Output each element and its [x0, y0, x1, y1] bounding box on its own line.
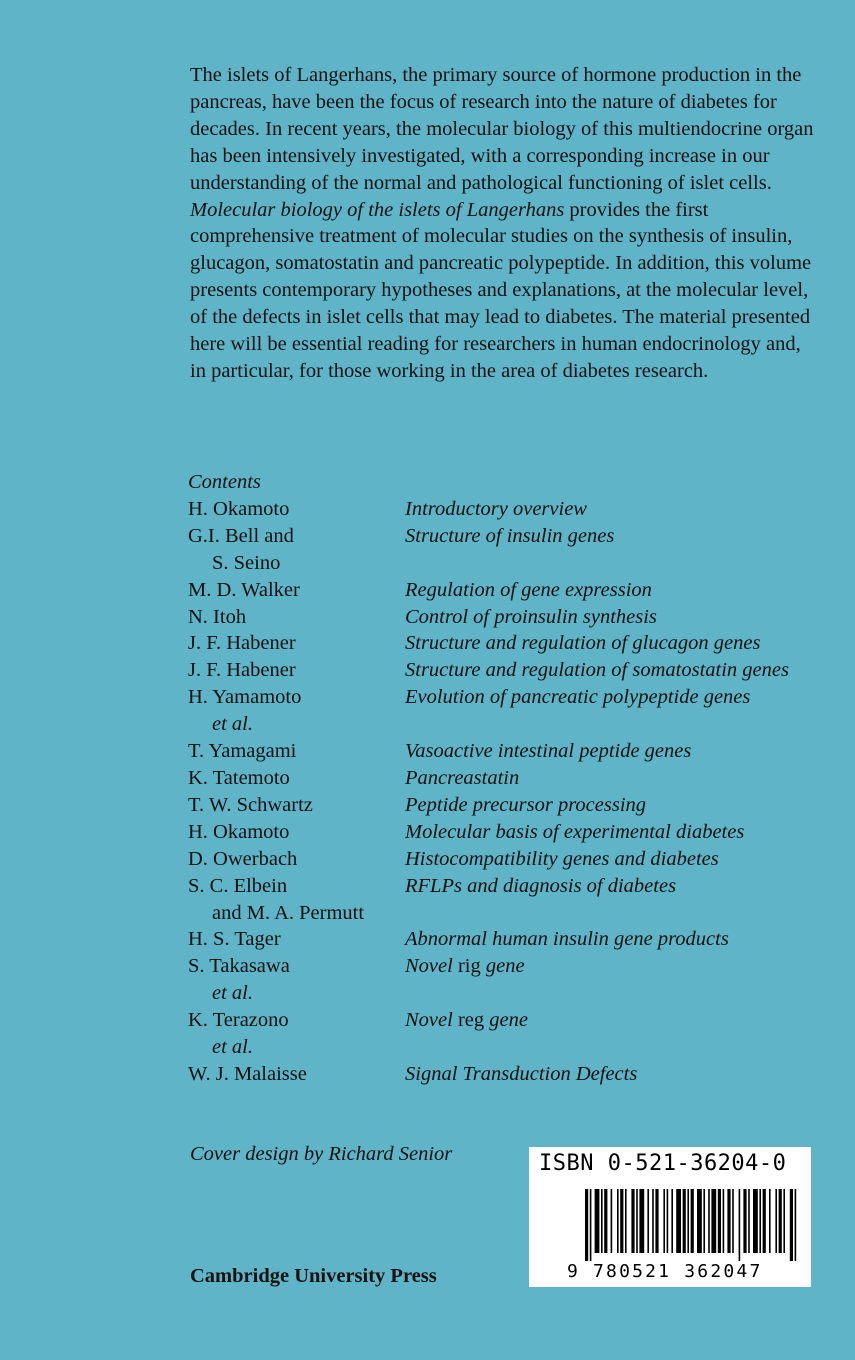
entry-author-line2: S. Seino	[212, 551, 281, 574]
blurb-text-1: The islets of Langerhans, the primary source of hormone production in the pancreas, have been the focus of research into the nature of diabetes for decades. In recent years, the molecular biology of this multiendocrine organ has been intensively investigated, with a corresponding increase in our understanding of the normal and pathological functioning of islet cells.	[190, 64, 814, 194]
barcode-bar	[759, 1189, 761, 1253]
entry-author-line1: G.I. Bell and	[188, 524, 294, 547]
contents-entry	[188, 684, 828, 738]
barcode-bar	[718, 1189, 721, 1253]
contents-entry	[188, 657, 828, 684]
entry-author-line2: et al.	[212, 1036, 253, 1059]
barcode-bar	[779, 1189, 782, 1253]
entry-author-line1: H. Yamamoto	[188, 686, 302, 709]
ean-lead-digit: 9	[567, 1261, 578, 1282]
isbn-barcode-box	[529, 1147, 811, 1287]
entry-author: H. S. Tager	[188, 928, 281, 951]
entry-author: H. Okamoto	[188, 820, 290, 843]
entry-author: J. F. Habener	[188, 659, 296, 682]
contents-entry	[188, 523, 828, 577]
barcode-bar	[739, 1189, 741, 1261]
entry-author: K. Tatemoto	[188, 766, 290, 789]
entry-title: Structure of insulin genes	[405, 524, 615, 547]
barcode-bar	[667, 1189, 669, 1253]
ean-digits: 780521 362047	[593, 1261, 763, 1282]
entry-author: D. Owerbach	[188, 847, 298, 870]
barcode-bar	[697, 1189, 702, 1253]
entry-title: Introductory overview	[405, 497, 587, 520]
contents-entry	[188, 604, 828, 631]
barcode-bar	[691, 1189, 694, 1253]
entry-title: Structure and regulation of somatostatin genes	[405, 659, 789, 682]
barcode-bar	[631, 1189, 634, 1253]
entry-title: Signal Transduction Defects	[405, 1062, 638, 1085]
blurb-text-2: provides the first comprehensive treatment of molecular studies on the synthesis of insulin, glucagon, somatostatin and pancreatic polypeptide. In addition, this volume presents contemporary hypotheses and explanations, at the molecular level, of the defects in islet cells that may lead to diabetes. The material presented here will be essential reading for researchers in human endocrinology and, in particular, for those working in the area of diabetes research.	[190, 198, 812, 382]
barcode-bar	[604, 1189, 607, 1253]
contents-heading: Contents	[188, 471, 261, 493]
barcode-bar	[652, 1189, 654, 1253]
contents-entry	[188, 496, 828, 523]
contents-entry	[188, 1007, 828, 1061]
barcode-bar	[775, 1189, 777, 1253]
barcode-bar	[769, 1189, 771, 1253]
entry-title: RFLPs and diagnosis of diabetes	[405, 874, 677, 897]
entry-title: Evolution of pancreatic polypeptide genes	[405, 686, 751, 709]
entry-title-part: Novel	[405, 955, 453, 978]
isbn-label: ISBN 0-521-36204-0	[539, 1151, 787, 1176]
entry-author-line2: et al.	[212, 982, 253, 1005]
contents-entry	[188, 873, 828, 927]
barcode-bar	[687, 1189, 689, 1253]
contents-entry	[188, 630, 828, 657]
barcode-bar	[723, 1189, 725, 1253]
barcode-bar	[783, 1189, 785, 1253]
entry-title-gene-name: rig	[452, 955, 486, 978]
entry-title	[405, 953, 525, 1007]
cover-design-credit: Cover design by Richard Senior	[190, 1143, 453, 1165]
entry-author	[188, 873, 405, 927]
entry-author-line1: S. Takasawa	[188, 955, 290, 978]
barcode-icon	[585, 1189, 797, 1261]
blurb-paragraph	[190, 62, 820, 385]
barcode-bar	[655, 1189, 658, 1253]
entry-title: Vasoactive intestinal peptide genes	[405, 740, 692, 763]
contents-entry	[188, 577, 828, 604]
barcode-bar	[790, 1189, 793, 1261]
entry-title: Molecular basis of experimental diabetes	[405, 820, 745, 843]
entry-title-gene-name: reg	[452, 1009, 490, 1032]
entry-title: Abnormal human insulin gene products	[405, 928, 729, 951]
publisher-name: Cambridge University Press	[190, 1265, 437, 1287]
entry-title	[405, 1007, 528, 1061]
entry-author: M. D. Walker	[188, 578, 300, 601]
entry-author	[188, 953, 405, 1007]
entry-title-part: gene	[485, 955, 525, 978]
entry-author: W. J. Malaisse	[188, 1062, 307, 1085]
barcode-bar	[743, 1189, 746, 1253]
barcode-bar	[620, 1189, 623, 1253]
entry-author-line1: S. C. Elbein	[188, 874, 288, 897]
entry-title: Peptide precursor processing	[405, 793, 647, 816]
barcode-bar	[708, 1189, 710, 1253]
entry-author	[188, 1007, 405, 1061]
barcode-bar	[590, 1189, 592, 1261]
barcode-bar	[585, 1189, 588, 1261]
barcode-bar	[647, 1189, 649, 1253]
entry-title-part: Novel	[405, 1009, 453, 1032]
barcode-bar	[639, 1189, 644, 1253]
entry-title: Regulation of gene expression	[405, 578, 652, 601]
barcode-bar	[611, 1189, 613, 1253]
entry-author-line1: K. Terazono	[188, 1009, 289, 1032]
barcode-bar	[748, 1189, 750, 1253]
barcode-bar	[703, 1189, 705, 1253]
entry-author	[188, 684, 405, 738]
entry-author-line2: et al.	[212, 713, 253, 736]
entry-author: J. F. Habener	[188, 632, 296, 655]
entry-author-line2: and M. A. Permutt	[212, 901, 365, 924]
barcode-bar	[617, 1189, 619, 1253]
entry-title: Histocompatibility genes and diabetes	[405, 847, 719, 870]
barcode-bar	[625, 1189, 627, 1253]
contents-entry	[188, 953, 828, 1007]
entry-author: H. Okamoto	[188, 497, 290, 520]
entry-author: N. Itoh	[188, 605, 247, 628]
barcode-bar	[795, 1189, 797, 1261]
contents-entry	[188, 926, 828, 953]
entry-title: Pancreastatin	[405, 766, 520, 789]
entry-author: T. Yamagami	[188, 740, 297, 763]
contents-entry	[188, 738, 828, 765]
contents-entry	[188, 765, 828, 792]
blurb-book-title: Molecular biology of the islets of Langerhans	[190, 198, 565, 221]
barcode-bar	[683, 1189, 686, 1253]
barcode-bar	[671, 1189, 673, 1253]
barcode-bar	[732, 1189, 734, 1253]
entry-author	[188, 523, 405, 577]
barcode-bar	[763, 1189, 766, 1253]
barcode-bar	[636, 1189, 638, 1253]
barcode-bar	[663, 1189, 665, 1253]
barcode-bar	[676, 1189, 681, 1253]
contents-list	[188, 469, 828, 1088]
contents-entry	[188, 846, 828, 873]
contents-entry	[188, 819, 828, 846]
entry-title: Structure and regulation of glucagon genes	[405, 632, 761, 655]
barcode-bar	[727, 1189, 730, 1253]
barcode-bar	[753, 1189, 758, 1253]
barcode-bar	[711, 1189, 716, 1253]
barcode-bar	[601, 1189, 603, 1253]
entry-title-part: gene	[489, 1009, 528, 1032]
entry-title: Control of proinsulin synthesis	[405, 605, 657, 628]
entry-author: T. W. Schwartz	[188, 793, 313, 816]
barcode-bar	[595, 1189, 600, 1253]
contents-entry	[188, 792, 828, 819]
contents-entry	[188, 1061, 828, 1088]
